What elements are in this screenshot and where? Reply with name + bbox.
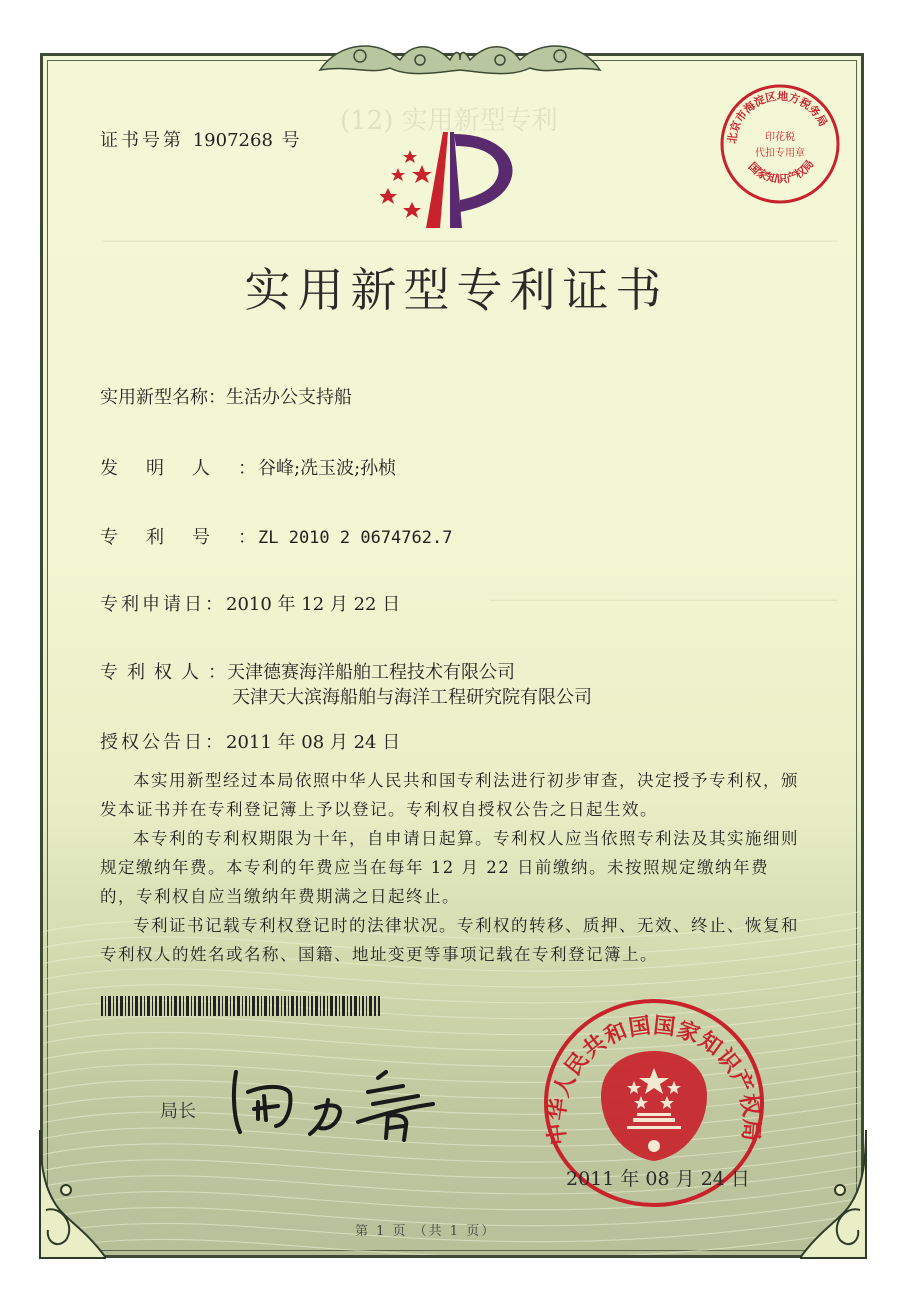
field-value: 生活办公支持船 (226, 387, 352, 408)
director-title: 局长 (160, 1101, 196, 1122)
field-value: 2011 年 08 月 24 日 (226, 732, 401, 753)
field-value: 谷峰;冼玉波;孙桢 (258, 458, 397, 479)
watermark-header: (12) 实用新型专利 (340, 106, 558, 136)
svg-text:中华人民共和国国家知识产权局: 中华人民共和国国家知识产权局 (544, 1013, 764, 1147)
body-paragraph: 专利证书记载专利权登记时的法律状况。专利权的转移、质押、无效、终止、恢复和专利权人的姓名或名称、国籍、地址变更等事项记载在专利登记簿上。 (100, 916, 799, 964)
field-label: 实用新型名称： (100, 387, 226, 408)
svg-text:北京市海淀区地方税务局: 北京市海淀区地方税务局 (725, 89, 830, 145)
body-paragraph: 本实用新型经过本局依照中华人民共和国专利法进行初步审查，决定授予专利权，颁发本证书并在专利登记簿上予以登记。专利权自授权公告之日起生效。 (100, 771, 799, 819)
director-signature (228, 1064, 438, 1144)
cnipa-logo-icon (380, 120, 530, 230)
field-grant-date (100, 728, 400, 754)
field-value: 天津德赛海洋船舶工程技术有限公司 (227, 662, 515, 683)
corner-ornament-bottom-right (800, 1130, 870, 1260)
field-patentee-2: 天津天大滨海船舶与海洋工程研究院有限公司 (232, 687, 592, 708)
tax-stamp-line-2: 代扣专用章 (755, 148, 805, 159)
field-label: 专利号： (100, 527, 284, 548)
page-indicator: 第 1 页 （共 1 页） (355, 1224, 497, 1239)
tax-stamp-line-1: 印花税 (765, 132, 795, 143)
field-utility-model-name (100, 383, 352, 409)
field-filing-date (100, 590, 400, 616)
certificate-body (100, 766, 800, 969)
certificate-number-value: 1907268 (192, 130, 273, 151)
svg-text:国家知识产权局: 国家知识产权局 (745, 157, 817, 186)
field-inventors (100, 454, 396, 480)
field-label: 专利申请日： (100, 594, 226, 615)
top-ornament (300, 30, 620, 82)
field-patentees (100, 658, 515, 684)
certificate-number (100, 126, 303, 152)
seal-date: 2011 年 08 月 24 日 (566, 1168, 750, 1190)
certificate-title: 实用新型专利证书 (244, 263, 669, 317)
barcode (101, 996, 380, 1016)
body-paragraph: 本专利的专利权期限为十年，自申请日起算。专利权人应当依照专利法及其实施细则规定缴纳年费。本专利的年费应当在每年 12 月 22 日前缴纳。未按照规定缴纳年费的，专利权自应当缴纳年费期满之日起终止。 (100, 829, 799, 906)
field-label: 授权公告日： (100, 732, 226, 753)
field-label: 发明人： (100, 458, 284, 479)
field-patent-number (100, 523, 452, 549)
field-value: ZL 2010 2 0674762.7 (258, 528, 453, 548)
certificate-number-suffix: 号 (281, 130, 303, 151)
national-emblem-icon (601, 1051, 707, 1161)
corner-ornament-bottom-left (36, 1130, 106, 1260)
field-label: 专利权人： (100, 662, 235, 683)
certificate-number-label: 证书号第 (100, 130, 184, 151)
tax-stamp-seal (716, 80, 844, 208)
field-value: 2010 年 12 月 22 日 (226, 594, 401, 615)
